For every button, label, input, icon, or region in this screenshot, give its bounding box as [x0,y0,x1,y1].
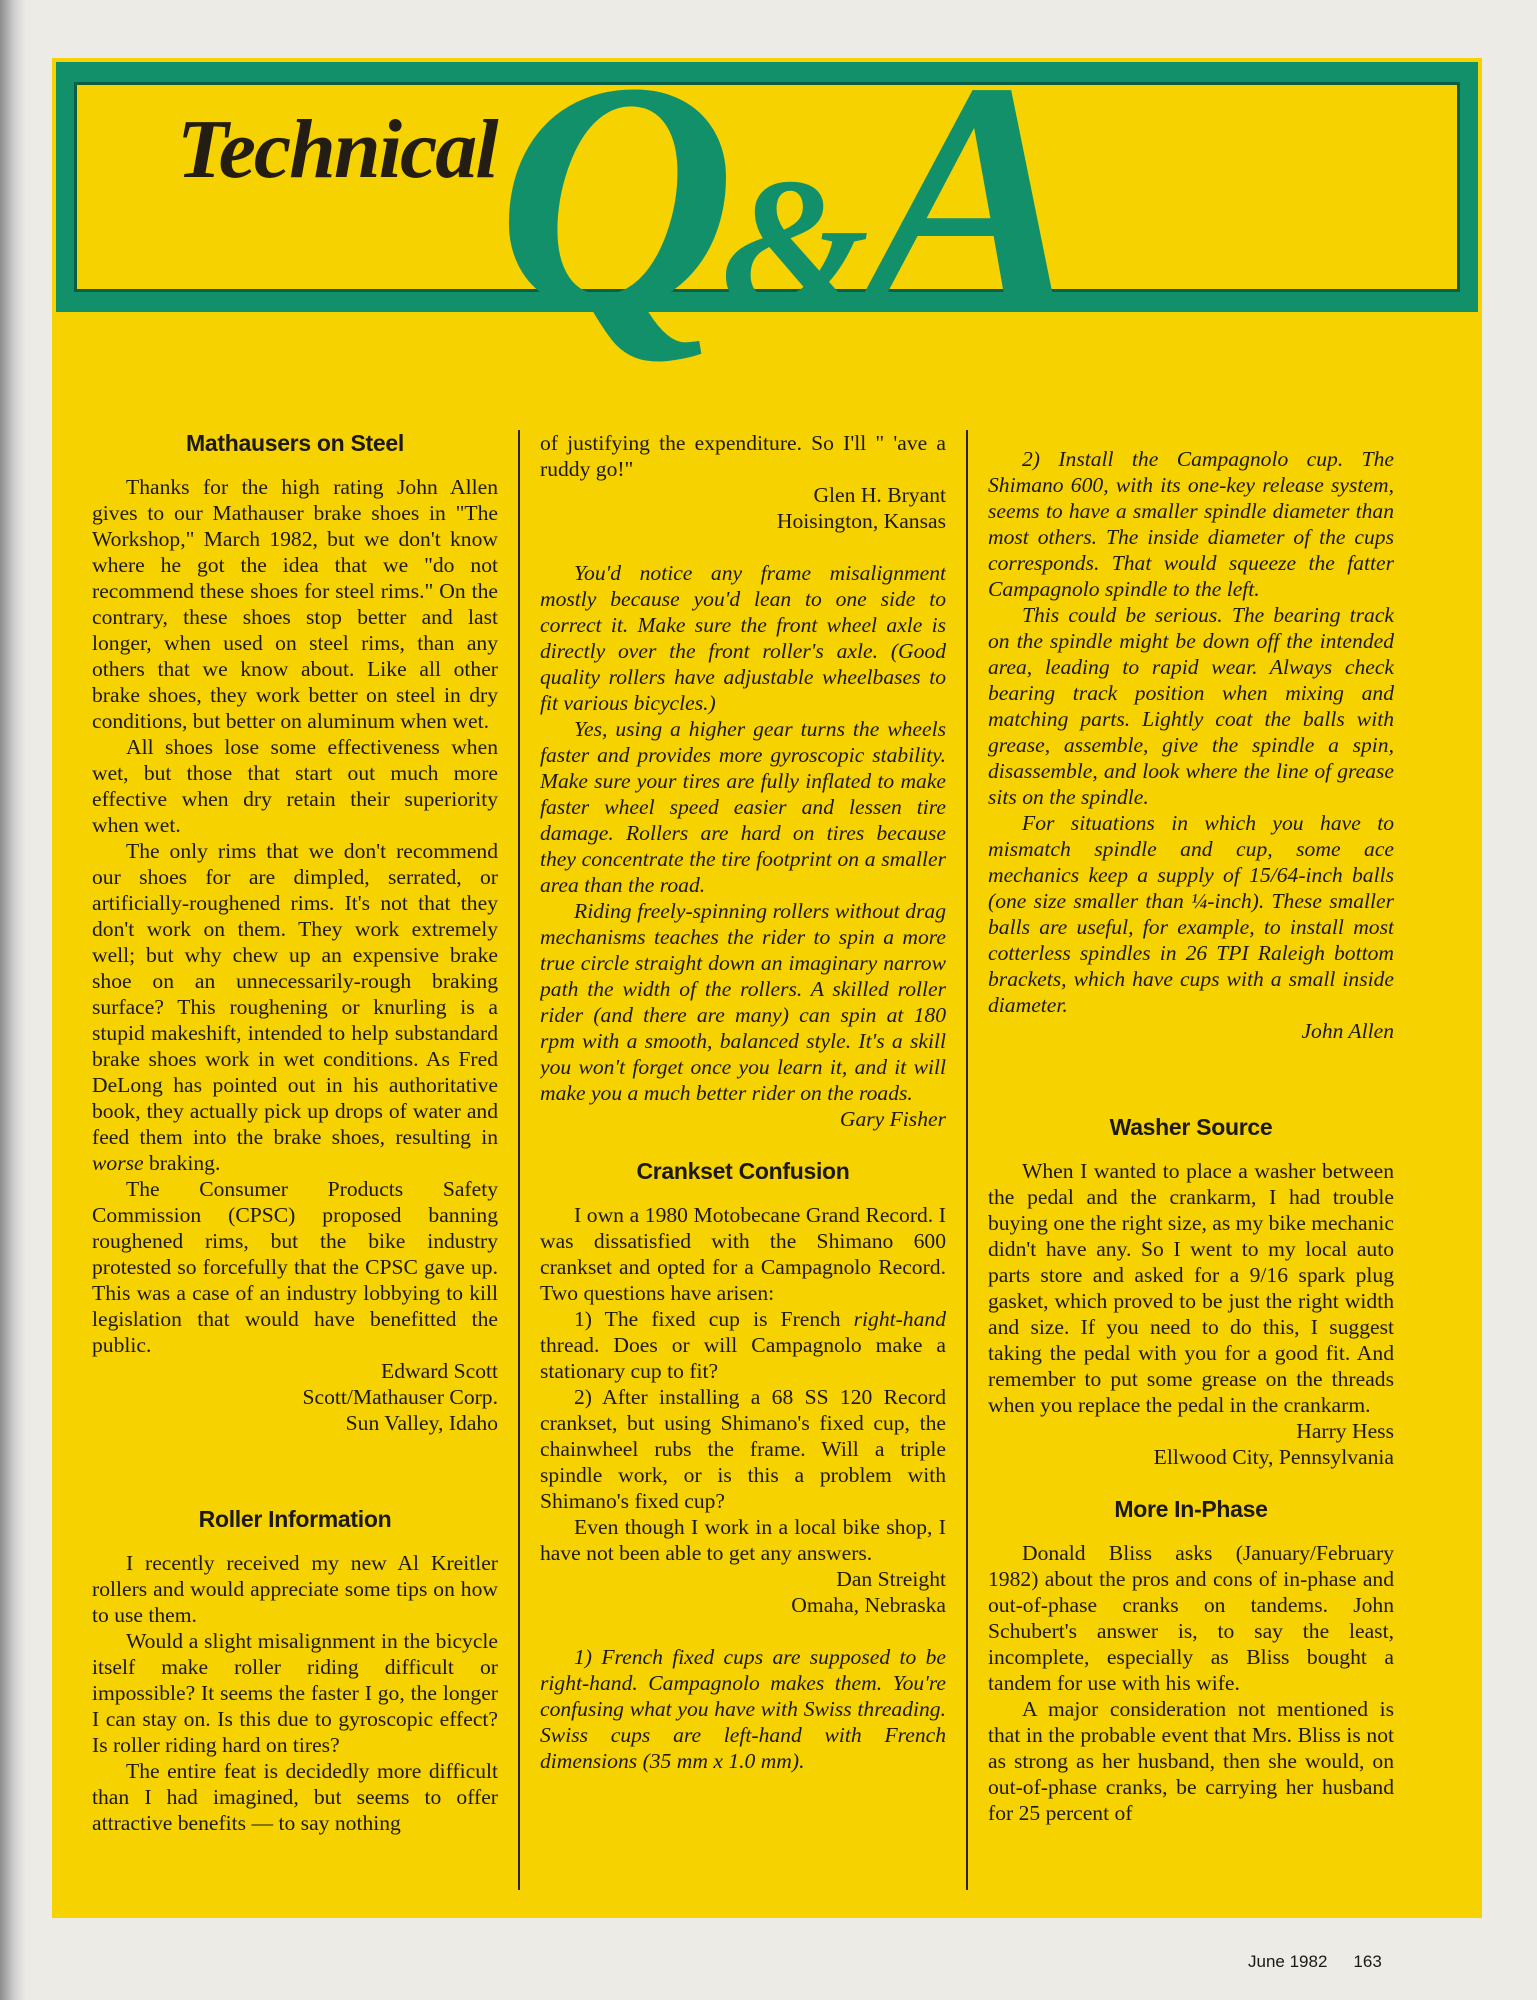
heading-washer: Washer Source [1109,1114,1273,1140]
column-rule-1 [518,430,520,1890]
paragraph: 1) The fixed cup is French right-hand thread. Does or will Campagnolo make a stationary cup to fit? [540,1307,946,1383]
paragraph: The Consumer Products Safety Commission (CPSC) proposed banning roughened rims, but the bike industry protested so forcefully that the CPSC gave up. This was a case of an industry lobbying to kill legislation that would have benefitted the public. [92,1177,498,1357]
emphasis: worse [92,1151,144,1175]
signature-org: Scott/Mathauser Corp. [302,1385,498,1409]
paragraph: The entire feat is decidedly more difficult than I had imagined, but seems to offer attractive benefits — to say nothing [92,1759,498,1835]
answer-paragraph: For situations in which you have to mismatch spindle and cup, some ace mechanics keep a supply of 15/64-inch balls (one size smaller than ¼-inch). These smaller balls are useful, for example, to install most cotterless spindles in 26 TPI Raleigh bottom brackets, which have cups with a small inside diameter. [988,811,1394,1017]
answer-signature: Gary Fisher [839,1107,946,1131]
answer-paragraph: Yes, using a higher gear turns the wheels faster and provides more gyroscopic stability. Make sure your tires are fully inflated to make faster wheel speed easier and lessen tire damage. Rollers are hard on tires because they concentrate the tire footprint on a smaller area than the road. [540,717,946,897]
paragraph: Even though I work in a local bike shop, I have not been able to get any answers. [540,1515,946,1565]
title-qa-logo [497,15,1070,380]
signature-location: Omaha, Nebraska [791,1593,946,1617]
signature-name: Glen H. Bryant [813,483,946,507]
heading-crankset: Crankset Confusion [636,1158,850,1184]
page-spine-shadow [0,0,26,2000]
heading-inphase: More In-Phase [1114,1496,1268,1522]
answer-signature: John Allen [1301,1019,1394,1043]
paragraph: All shoes lose some effectiveness when wet, but those that start out much more effective when dry retain their superiority when wet. [92,735,498,837]
emphasis: right-hand [853,1307,946,1331]
paragraph: Thanks for the high rating John Allen gives to our Mathauser brake shoes in "The Workshop," March 1982, but we don't know where he got the idea that we "do not recommend these shoes for steel rims." On the contrary, these shoes stop better and last longer, when used on steel rims, than any others that we know about. Like all other brake shoes, they work better on steel in dry conditions, but better on aluminum when wet. [92,475,498,733]
column-3 [988,446,1394,1906]
paragraph: I own a 1980 Motobecane Grand Record. I was dissatisfied with the Shimano 600 crankset and opted for a Campagnolo Record. Two questions have arisen: [540,1203,946,1305]
paragraph: 2) After installing a 68 SS 120 Record crankset, but using Shimano's fixed cup, the chainwheel rubs the frame. Will a triple spindle work, or is this a problem with Shimano's fixed cup? [540,1385,946,1513]
signature-location: Sun Valley, Idaho [345,1411,498,1435]
paragraph: Would a slight misalignment in the bicycle itself make roller riding difficult or impossible? It seems the faster I go, the longer I can stay on. Is this due to gyroscopic effect? Is roller riding hard on tires? [92,1629,498,1757]
answer-paragraph: Riding freely-spinning rollers without drag mechanisms teaches the rider to spin a more true circle straight down an imaginary narrow path the width of the rollers. A skilled roller rider (and there are many) can spin at 180 rpm with a smooth, balanced style. It's a skill you won't forget once you learn it, and it will make you a much better rider on the roads. [540,899,946,1105]
signature-name: Edward Scott [381,1359,498,1383]
answer-paragraph: 1) French fixed cups are supposed to be right-hand. Campagnolo makes them. You're confusing what you have with Swiss threading. Swiss cups are left-hand with French dimensions (35 mm x 1.0 mm). [540,1645,946,1773]
title-technical: Technical [177,103,497,196]
heading-mathausers: Mathausers on Steel [186,430,404,456]
paragraph: The only rims that we don't recommend our shoes for are dimpled, serrated, or artificially-roughened rims. It's not that they don't work on them. They work extremely well; but why chew up an expensive brake shoe on an unnecessarily-rough braking surface? This roughening or knurling is a stupid makeshift, intended to help substandard brake shoes work in wet conditions. As Fred DeLong has pointed out in his authoritative book, they actually pick up drops of water and feed them into the brake shoes, resulting in worse braking. [92,839,498,1175]
signature-name: Harry Hess [1296,1419,1394,1443]
signature-name: Dan Streight [836,1567,946,1591]
answer-paragraph: This could be serious. The bearing track on the spindle might be down off the intended area, leading to rapid wear. Always check bearing track position when mixing and matching parts. Lightly coat the balls with grease, assemble, give the spindle a spin, disassemble, and look where the line of grease sits on the spindle. [988,603,1394,809]
title-ampersand: & [721,140,864,350]
column-1 [92,430,498,1890]
signature-location: Hoisington, Kansas [776,509,946,533]
paragraph: A major consideration not mentioned is that in the probable event that Mrs. Bliss is not as strong as her husband, then she would, on out-of-phase cranks, be carrying her husband for 25 percent of [988,1697,1394,1825]
title-banner-inner [74,15,1460,380]
paragraph: I recently received my new Al Kreitler rollers and would appreciate some tips on how to use them. [92,1551,498,1627]
issue-date: June 1982 [1248,1952,1328,1971]
title-q: Q [497,15,722,380]
heading-roller: Roller Information [198,1506,392,1532]
paragraph: When I wanted to place a washer between the pedal and the crankarm, I had trouble buying one the right size, as my bike mechanic didn't have any. So I went to my local auto parts store and asked for a 9/16 spark plug gasket, which proved to be just the right width and size. If you need to do this, I suggest taking the pedal with you for a good fit. And remember to put some grease on the threads when you replace the pedal in the crankarm. [988,1159,1394,1417]
page-number: 163 [1353,1952,1382,1971]
answer-paragraph: You'd notice any frame misalignment mostly because you'd lean to one side to correct it. Make sure the front wheel axle is directly over the front roller's axle. (Good quality rollers have adjustable wheelbases to fit various bicycles.) [540,561,946,715]
column-2 [540,430,946,1890]
paragraph: Donald Bliss asks (January/February 1982) about the pros and cons of in-phase and out-of-phase cranks on tandems. John Schubert's answer is, to say the least, incomplete, especially as Bliss bought a tandem for use with his wife. [988,1541,1394,1695]
paragraph: of justifying the expenditure. So I'll " 'ave a ruddy go!" [540,431,946,481]
answer-paragraph: 2) Install the Campagnolo cup. The Shimano 600, with its one-key release system, seems to have a smaller spindle diameter than most others. The inside diameter of the cups corresponds. That would squeeze the fatter Campagnolo spindle to the left. [988,447,1394,601]
signature-location: Ellwood City, Pennsylvania [1153,1445,1394,1469]
title-banner [56,15,1478,380]
page-footer [1248,1952,1382,1972]
title-a: A [863,15,1070,380]
column-rule-2 [966,430,968,1890]
